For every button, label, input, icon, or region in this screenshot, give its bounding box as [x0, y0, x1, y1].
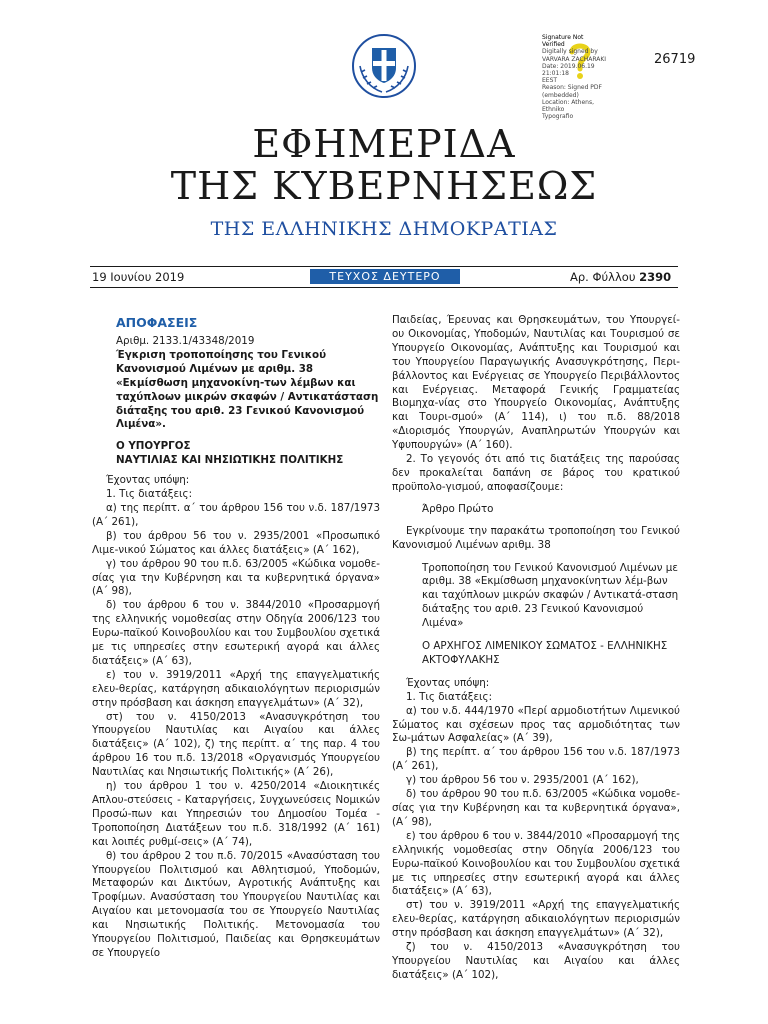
right-column	[392, 314, 680, 983]
signature-text	[542, 34, 612, 120]
sheet-value: 2390	[639, 270, 672, 284]
paragraph: στ) του ν. 4150/2013 «Ανασυγκρότηση του Υπουργείου Ναυτιλίας και Αιγαίου και άλλες διατάξεις» (Α΄ 102), ζ) της περίπτ. α΄ της παρ. 4 του άρθρου 16 του π.δ. 13/2018 «Οργανισμός Υπουργείου Ναυτιλίας και Νησιωτικής Πολιτικής» (Α΄ 26),	[92, 710, 380, 779]
authority-line-2: ΝΑΥΤΙΛΙΑΣ ΚΑΙ ΝΗΣΙΩΤΙΚΗΣ ΠΟΛΙΤΙΚΗΣ	[116, 454, 344, 467]
header-rule-top	[90, 266, 678, 267]
paragraph: α) της περίπτ. α΄ του άρθρου 156 του ν.δ. 187/1973 (Α΄ 261),	[92, 501, 380, 528]
paragraph: δ) του άρθρου 90 του π.δ. 63/2005 «Κώδικα νομοθε-σίας για την Κυβέρνηση και τα κυβερνητικά όργανα», (Α΄ 98),	[392, 788, 680, 828]
digital-signature	[542, 34, 612, 121]
signature-line: Date: 2019.06.19 21:01:18	[542, 62, 595, 78]
authority-line-1: Ο ΥΠΟΥΡΓΟΣ	[116, 440, 191, 453]
provisions-heading: 1. Τις διατάξεις:	[106, 488, 193, 501]
paragraph: β) του άρθρου 56 του ν. 2935/2001 «Προσωπικό Λιμε-νικού Σώματος και άλλες διατάξεις» (Α΄ 162),	[92, 529, 380, 556]
article-heading: Άρθρο Πρώτο	[422, 502, 494, 515]
paragraph: α) του ν.δ. 444/1970 «Περί αρμοδιοτήτων Λιμενικού Σώματος και σχέσεων προς τας αρμοδιότητας των Σω-μάτων Ασφαλείας» (Α΄ 39),	[392, 704, 680, 745]
signature-line: Typografio	[542, 113, 574, 121]
paragraph: 2. Το γεγονός ότι από τις διατάξεις της παρούσας δεν προκαλείται δαπάνη σε βάρος του κρατικού προϋπολο-γισμού, αποφασίζουμε:	[392, 453, 680, 493]
signature-line: Digitally signed by	[542, 48, 598, 56]
having-regard: Έχοντας υπόψη:	[106, 474, 190, 487]
provisions-heading: 1. Τις διατάξεις:	[406, 690, 493, 703]
paragraph: θ) του άρθρου 2 του π.δ. 70/2015 «Ανασύσταση του Υπουργείου Πολιτισμού και Αθλητισμού, Υποδομών, Μεταφορών και Δικτύων, Αγροτικής Ανάπτυξης και Τροφίμων. Ανασύσταση του Υπουργείου Ναυτιλίας και Αιγαίου και μετονομασία του σε Υπουργείο Ναυτιλίας και Νησιωτικής Πολιτικής. Μετονομασία του Υπουργείου Πολιτισμού, Παιδείας και Θρησκευμάτων σε Υπουργείο	[92, 849, 380, 959]
signature-line: Signature Not	[542, 34, 584, 41]
paragraph: ε) του ν. 3919/2011 «Αρχή της επαγγελματικής ελευ-θερίας, κατάργηση αδικαιολόγητων περιορισμών στην πρόσβαση και άσκηση επαγγελμάτων» (Α΄ 32),	[92, 668, 380, 709]
decision-reference: Αριθμ. 2133.1/43348/2019	[116, 335, 255, 347]
amendment-title: Τροποποίηση του Γενικού Κανονισμού Λιμένων με αριθμ. 38 «Εκμίσθωση μηχανοκίνητων λέμ-βων και ταχύπλοων μικρών σκαφών / Αντικατά-σταση διάταξης του αριθ. 23 Γενικού Κανονισμού Λιμένα»	[422, 561, 679, 630]
having-regard: Έχοντας υπόψη:	[406, 676, 490, 689]
signature-line: Reason: Signed PDF	[542, 84, 602, 92]
chief-heading: Ο ΑΡΧΗΓΟΣ ΛΙΜΕΝΙΚΟΥ ΣΩΜΑΤΟΣ - ΕΛΛΗΝΙΚΗΣ ΑΚΤΟΦΥΛΑΚΗΣ	[422, 640, 668, 666]
page-number: 26719	[654, 52, 696, 67]
decision-title: Έγκριση τροποποίησης του Γενικού Κανονισμού Λιμένων με αριθμ. 38 «Εκμίσθωση μηχανοκίνη-των λέμβων και ταχύπλοων μικρών σκαφών / Αντικατάσταση διάταξης του αριθ. 23 Γενικού Κανονισμού Λιμένα».	[116, 348, 379, 431]
sheet-label: Αρ. Φύλλου	[570, 270, 636, 284]
section-heading: ΑΠΟΦΑΣΕΙΣ	[116, 315, 198, 330]
paragraph: Εγκρίνουμε την παρακάτω τροποποίηση του Γενικού Κανονισμού Λιμένων αριθμ. 38	[392, 524, 680, 551]
masthead-republic: ΤΗΣ ΕΛΛΗΝΙΚΗΣ ΔΗΜΟΚΡΑΤΙΑΣ	[210, 218, 558, 240]
paragraph: στ) του ν. 3919/2011 «Αρχή της επαγγελματικής ελευ-θερίας, κατάργηση αδικαιολόγητων περιορισμών στην πρόσβαση και άσκηση επαγγελμάτων» (Α΄ 32),	[392, 899, 680, 940]
paragraph: η) του άρθρου 1 του ν. 4250/2014 «Διοικητικές Απλου-στεύσεις - Καταργήσεις, Συγχωνεύσεις Νομικών Προσώ-πων και Υπηρεσιών του Δημοσίου Τομέα - Τροποποίηση Διατάξεων του π.δ. 318/1992 (Α΄ 161) και λοιπές ρυθμί-σεις» (Α΄ 74),	[92, 780, 380, 848]
masthead-subtitle: ΤΗΣ ΚΥΒΕΡΝΗΣΕΩΣ	[170, 164, 598, 208]
sheet-number	[570, 270, 671, 284]
signature-line: EEST	[542, 77, 558, 85]
left-column	[92, 314, 380, 961]
paragraph: γ) του άρθρου 90 του π.δ. 63/2005 «Κώδικα νομοθε-σίας για την Κυβέρνηση και τα κυβερνητικά όργανα» (Α΄ 98),	[92, 557, 380, 598]
paragraph: ζ) του ν. 4150/2013 «Ανασυγκρότηση του Υπουργείου Ναυτιλίας και Αιγαίου και άλλες διατάξεις» (Α΄ 102),	[392, 941, 680, 981]
signature-line: Verified	[542, 41, 565, 49]
paragraph: β) της περίπτ. α΄ του άρθρου 156 του ν.δ. 187/1973 (Α΄ 261),	[392, 746, 680, 773]
signature-line: VARVARA ZACHARAKI	[542, 55, 607, 63]
signature-line: Location: Athens, Ethniko	[542, 98, 594, 114]
issue-date: 19 Ιουνίου 2019	[92, 270, 185, 284]
signature-line: (embedded)	[542, 91, 579, 99]
paragraph: Παιδείας, Έρευνας και Θρησκευμάτων, του Υπουργεί-ου Οικονομίας, Υποδομών, Ναυτιλίας και Τουρισμού σε Υπουργείο Οικονομίας, Ανάπτυξης και Τουρισμού και του Υπουργείου Παραγωγικής Ανασυγκρότησης, Περι-βάλλοντος και Ενέργειας σε Υπουργείο Περιβάλλοντος και Ενέργειας. Μεταφορά Γενικής Γραμματείας Βιομηχα-νίας στο Υπουργείο Οικονομίας, Ανάπτυξης και Τουρι-σμού» (Α΄ 114), ι) του π.δ. 88/2018 «Διορισμός Υπουργών, Αναπληρωτών Υπουργών και Υφυπουργών» (Α΄ 160).	[392, 314, 680, 452]
paragraph: δ) του άρθρου 6 του ν. 3844/2010 «Προσαρμογή της ελληνικής νομοθεσίας στην Οδηγία 2006/123 του Ευρω-παϊκού Κοινοβουλίου και του Συμβουλίου σχετικά με τις υπηρεσίες στην εσωτερική αγορά και άλλες διατάξεις» (Α΄ 63),	[92, 599, 380, 667]
paragraph: γ) του άρθρου 56 του ν. 2935/2001 (Α΄ 162),	[406, 774, 639, 787]
header-rule-bottom	[90, 287, 678, 288]
paragraph: ε) του άρθρου 6 του ν. 3844/2010 «Προσαρμογή της ελληνικής νομοθεσίας στην Οδηγία 2006/123 του Ευρω-παϊκού Κοινοβουλίου και του Συμβουλίου σχετικά με τις υπηρεσίες στην εσωτερική αγορά και άλλες διατάξεις» (Α΄ 63),	[392, 829, 680, 898]
masthead-title: ΕΦΗΜΕΡΙΔΑ	[252, 122, 516, 166]
issue-badge: ΤΕΥΧΟΣ ΔΕΥΤΕΡΟ	[310, 269, 460, 284]
greek-emblem-icon	[352, 34, 416, 98]
